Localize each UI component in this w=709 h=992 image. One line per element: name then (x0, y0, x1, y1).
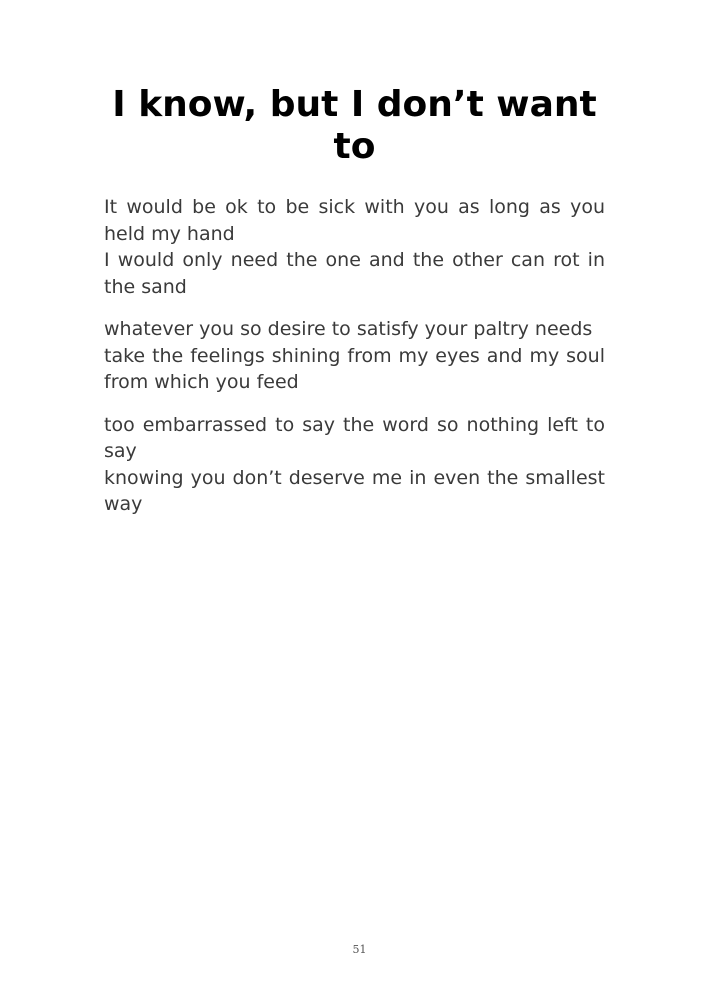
poem-line: knowing you don’t deserve me in even the smallest way (104, 466, 605, 515)
poem-line: I would only need the one and the other can rot in the sand (104, 249, 605, 298)
poem-line: too embarrassed to say the word so nothing left to say (104, 413, 605, 462)
stanza-1 (104, 194, 605, 300)
page-number: 51 (352, 943, 367, 956)
stanza-2 (104, 316, 605, 396)
poem-line: It would be ok to be sick with you as long as you held my hand (104, 196, 605, 245)
poem-line: whatever you so desire to satisfy your paltry needs (104, 318, 593, 340)
poem-body (104, 194, 605, 534)
poem-line: take the feelings shining from my eyes and my soul from which you feed (104, 344, 605, 393)
poem-title: I know, but I don’t want to (112, 84, 597, 167)
stanza-3 (104, 412, 605, 518)
